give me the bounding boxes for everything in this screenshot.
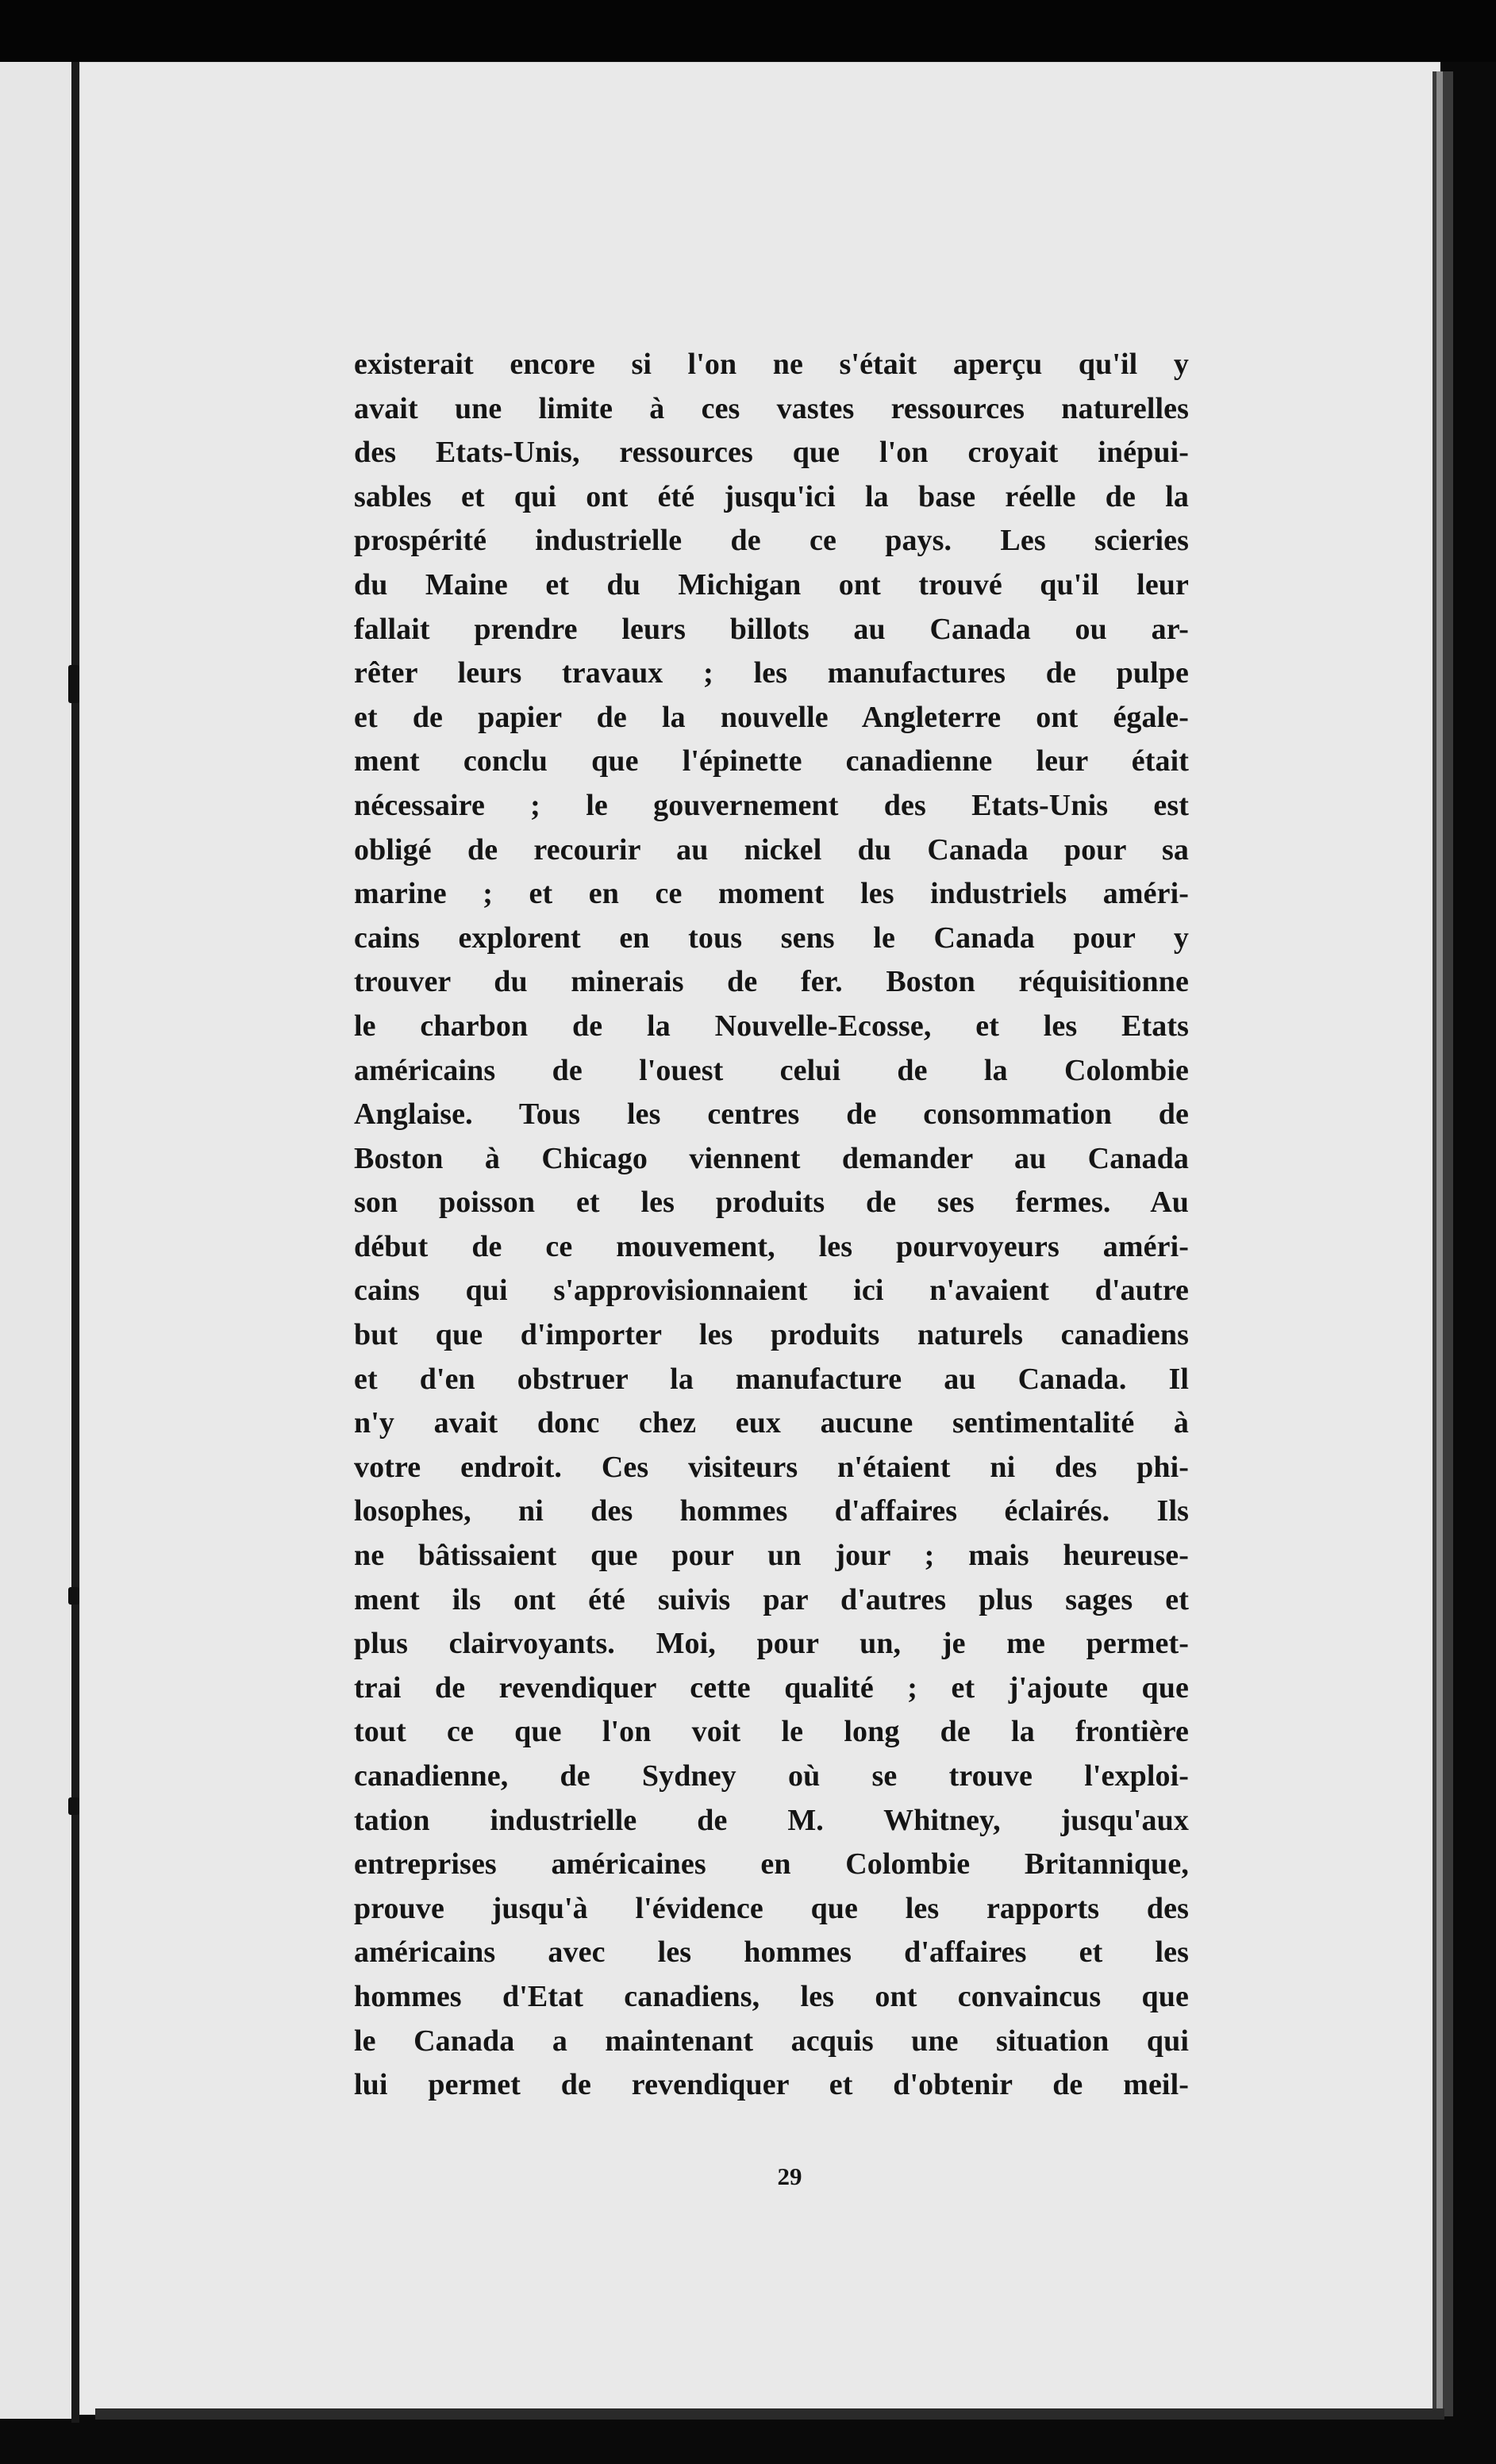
text-line: rêter leurs travaux ; les manufactures de pulpe <box>354 656 1189 690</box>
binding-mark <box>68 1587 79 1605</box>
text-line: fallait prendre leurs billots au Canada ou ar- <box>354 612 1189 646</box>
text-line: votre endroit. Ces visiteurs n'étaient ni des phi- <box>354 1450 1189 1484</box>
text-line: trouver du minerais de fer. Boston réquisitionne <box>354 965 1189 999</box>
text-line: son poisson et les produits de ses fermes. Au <box>354 1186 1189 1220</box>
text-line: début de ce mouvement, les pourvoyeurs améri- <box>354 1229 1189 1263</box>
text-line: prospérité industrielle de ce pays. Les scieries <box>354 524 1189 558</box>
body-text <box>354 343 1189 2108</box>
previous-page-edge <box>0 62 75 2419</box>
text-line: n'y avait donc chez eux aucune sentimentalité à <box>354 1406 1189 1440</box>
text-line: cains explorent en tous sens le Canada pour y <box>354 921 1189 955</box>
page-right-edge-highlight <box>1436 71 1443 2412</box>
binding-mark <box>68 1797 79 1815</box>
text-line: le charbon de la Nouvelle-Ecosse, et les Etats <box>354 1009 1189 1043</box>
text-line: tout ce que l'on voit le long de la frontière <box>354 1715 1189 1749</box>
text-line: américains avec les hommes d'affaires et les <box>354 1935 1189 1970</box>
text-line: tation industrielle de M. Whitney, jusqu'aux <box>354 1803 1189 1837</box>
text-line: trai de revendiquer cette qualité ; et j'ajoute que <box>354 1670 1189 1705</box>
text-line: hommes d'Etat canadiens, les ont convaincus que <box>354 1979 1189 2013</box>
text-line: ne bâtissaient que pour un jour ; mais heureuse- <box>354 1539 1189 1573</box>
text-line: cains qui s'approvisionnaient ici n'avaient d'autre <box>354 1274 1189 1308</box>
page-right-edge <box>1433 71 1453 2416</box>
scan-top-border <box>0 0 1496 62</box>
text-line: prouve jusqu'à l'évidence que les rapports des <box>354 1891 1189 1925</box>
text-line: obligé de recourir au nickel du Canada pour sa <box>354 832 1189 867</box>
text-line: losophes, ni des hommes d'affaires éclairés. Ils <box>354 1494 1189 1528</box>
text-line: américains de l'ouest celui de la Colombie <box>354 1053 1189 1087</box>
text-line: canadienne, de Sydney où se trouve l'exploi- <box>354 1759 1189 1793</box>
text-line: avait une limite à ces vastes ressources naturelles <box>354 391 1189 425</box>
text-line: et d'en obstruer la manufacture au Canada. Il <box>354 1362 1189 1396</box>
text-line: Anglaise. Tous les centres de consommation de <box>354 1097 1189 1132</box>
binding-gutter <box>71 62 79 2423</box>
text-line: existerait encore si l'on ne s'était aperçu qu'il y <box>354 348 1189 381</box>
text-line: le Canada a maintenant acquis une situation qui <box>354 2024 1189 2058</box>
text-line: sables et qui ont été jusqu'ici la base réelle de la <box>354 479 1189 513</box>
text-line: but que d'importer les produits naturels canadiens <box>354 1318 1189 1352</box>
text-line: marine ; et en ce moment les industriels améri- <box>354 877 1189 911</box>
text-line: du Maine et du Michigan ont trouvé qu'il leur <box>354 567 1189 602</box>
binding-mark <box>68 665 79 703</box>
text-line: ment conclu que l'épinette canadienne leur était <box>354 744 1189 778</box>
page-number: 29 <box>777 2162 802 2190</box>
text-line: Boston à Chicago viennent demander au Canada <box>354 1141 1189 1175</box>
text-line: ment ils ont été suivis par d'autres plus sages et <box>354 1582 1189 1616</box>
text-line: et de papier de la nouvelle Angleterre ont égale- <box>354 700 1189 734</box>
text-line: nécessaire ; le gouvernement des Etats-Unis est <box>354 788 1189 822</box>
text-line: des Etats-Unis, ressources que l'on croyait inépui- <box>354 436 1189 470</box>
text-line: plus clairvoyants. Moi, pour un, je me permet- <box>354 1627 1189 1661</box>
page-bottom-edge <box>95 2408 1444 2420</box>
text-line: lui permet de revendiquer et d'obtenir de meil- <box>354 2068 1189 2102</box>
text-line: entreprises américaines en Colombie Britannique, <box>354 1847 1189 1882</box>
